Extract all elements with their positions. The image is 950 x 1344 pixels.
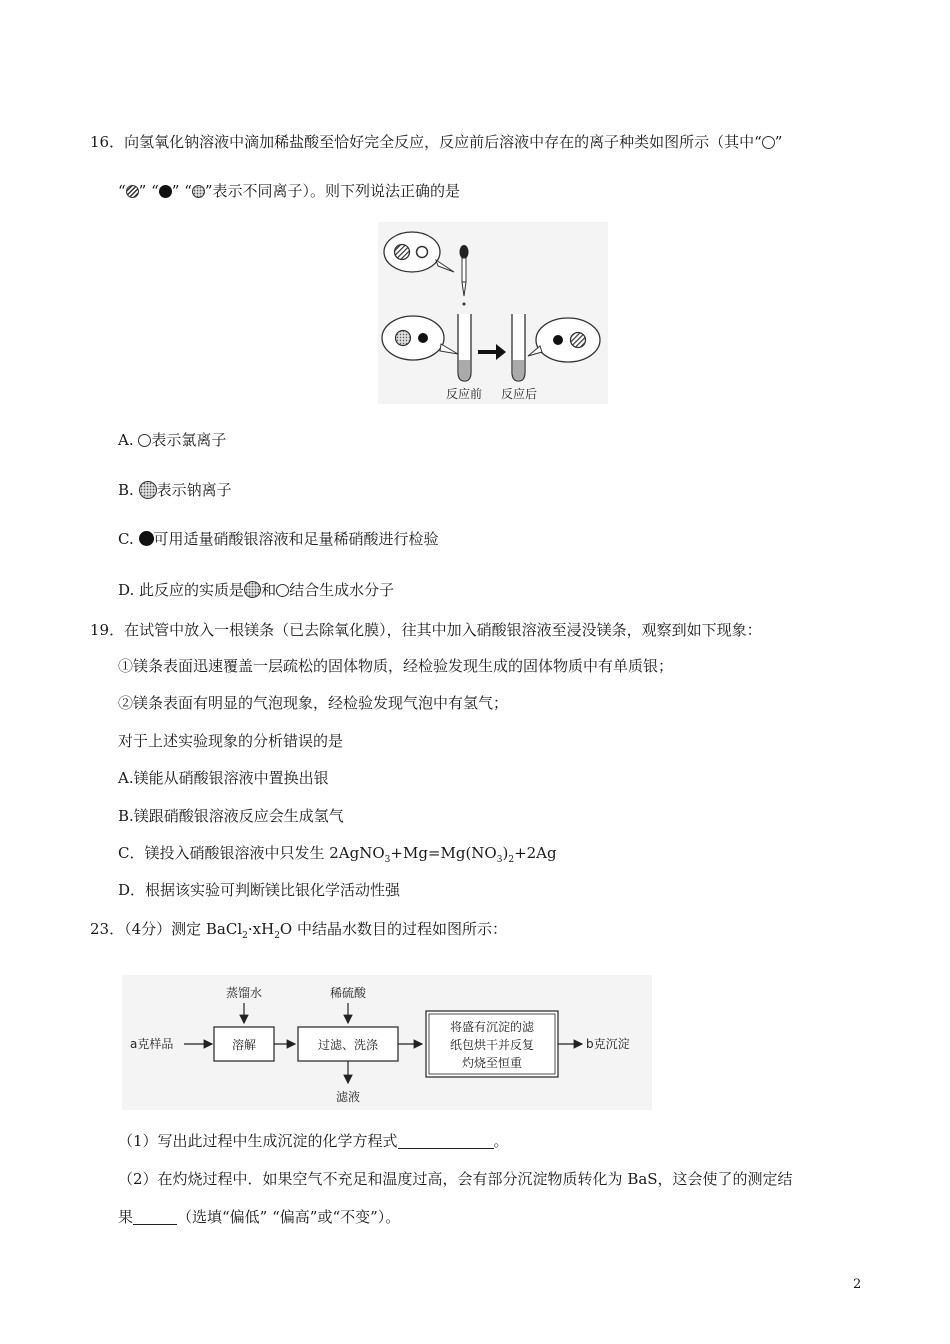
open-circle-ion-icon [762,136,775,149]
q16-reaction-figure [378,222,608,404]
flow-output-label: b克沉淀 [586,1037,630,1051]
q19-option-b: B.镁跟硝酸银溶液反应会生成氢气 [118,807,344,825]
answer-blank-1[interactable] [398,1134,494,1149]
q23-part2-line2: 果 （选填“偏低” “偏高”或“不变”）。 [118,1208,401,1226]
q23-part2-line1: （2）在灼烧过程中．如果空气不充足和温度过高，会有部分沉淀物质转化为 BaS，这会使了的测定结 [118,1170,793,1188]
open-circle-ion-icon [138,434,151,447]
page-number: 2 [853,1277,862,1292]
q23-flow-diagram [122,975,652,1110]
dropper-icon [460,245,469,306]
open-circle-ion-icon [276,584,289,597]
q16-stem-line2: “ ” “ ” “ ”表示不同离子）。则下列说法正确的是 [118,182,461,200]
q16-reaction-diagram [378,222,608,404]
flow-filter-step: 过滤、洗涤 [317,1038,379,1052]
q16-option-a: A. 表示氯离子 [118,431,227,449]
q19-question: 对于上述实验现象的分析错误的是 [118,732,344,750]
flow-filtrate-label: 滤液 [335,1090,361,1104]
q23-flow-chart [122,975,652,1110]
dotted-circle-ion-icon [139,481,157,499]
reaction-arrow-icon [478,344,506,360]
solid-circle-ion-icon [159,185,172,198]
q19-observation-1: ①镁条表面迅速覆盖一层疏松的固体物质，经检验发现生成的固体物质中有单质银； [118,657,674,675]
flow-dry-step-line3: 灼烧至恒重 [461,1056,523,1070]
q19-option-c: C．镁投入硝酸银溶液中只发生 $2AgNO_3+Mg=Mg(NO_3)_2+2Ag$ [118,844,557,865]
label-before: 反应前 [445,387,483,401]
q16-option-b: B. 表示钠离子 [118,481,232,499]
label-after: 反应后 [500,387,538,401]
flow-dry-step-line1: 将盛有沉淀的滤 [449,1020,535,1034]
before-ions-bubble [382,316,458,360]
after-ions-bubble [528,318,600,362]
dotted-circle-ion-icon [192,185,205,198]
test-tube-after [512,314,525,381]
q19-stem: 19．在试管中放入一根镁条（已去除氧化膜），往其中加入硝酸银溶液至浸没镁条，观察到如下现象： [90,621,762,639]
flow-dissolve-step: 溶解 [231,1038,257,1052]
q23-stem: 23．（4分）测定 $BaCl_2\cdot xH_2O$ 中结晶水数目的过程如图所示： [90,920,507,941]
flow-input-label: a克样品 [130,1037,174,1051]
flow-water-label: 蒸馏水 [225,986,263,1000]
flow-acid-label: 稀硫酸 [329,986,367,1000]
q23-part1: （1）写出此过程中生成沉淀的化学方程式 。 [118,1132,509,1150]
q19-observation-2: ②镁条表面有明显的气泡现象，经检验发现气泡中有氢气； [118,694,509,712]
answer-blank-2[interactable] [133,1210,177,1225]
q19-option-d: D．根据该实验可判断镁比银化学活动性强 [118,881,401,899]
acid-ions-bubble [384,232,454,272]
q16-option-c: C. 可用适量硝酸银溶液和足量稀硝酸进行检验 [118,530,439,548]
test-tube-before [458,314,471,381]
dotted-circle-ion-icon [244,581,261,598]
solid-circle-ion-icon [139,531,154,546]
flow-dry-step-line2: 纸包烘干并反复 [449,1038,535,1052]
q16-option-d: D. 此反应的实质是 和 结合生成水分子 [118,581,395,599]
hatched-circle-ion-icon [126,185,139,198]
q16-stem-line1: 16．向氢氧化钠溶液中滴加稀盐酸至恰好完全反应，反应前后溶液中存在的离子种类如图所示（其中“ ” [90,133,783,151]
q19-option-a: A.镁能从硝酸银溶液中置换出银 [118,769,329,787]
